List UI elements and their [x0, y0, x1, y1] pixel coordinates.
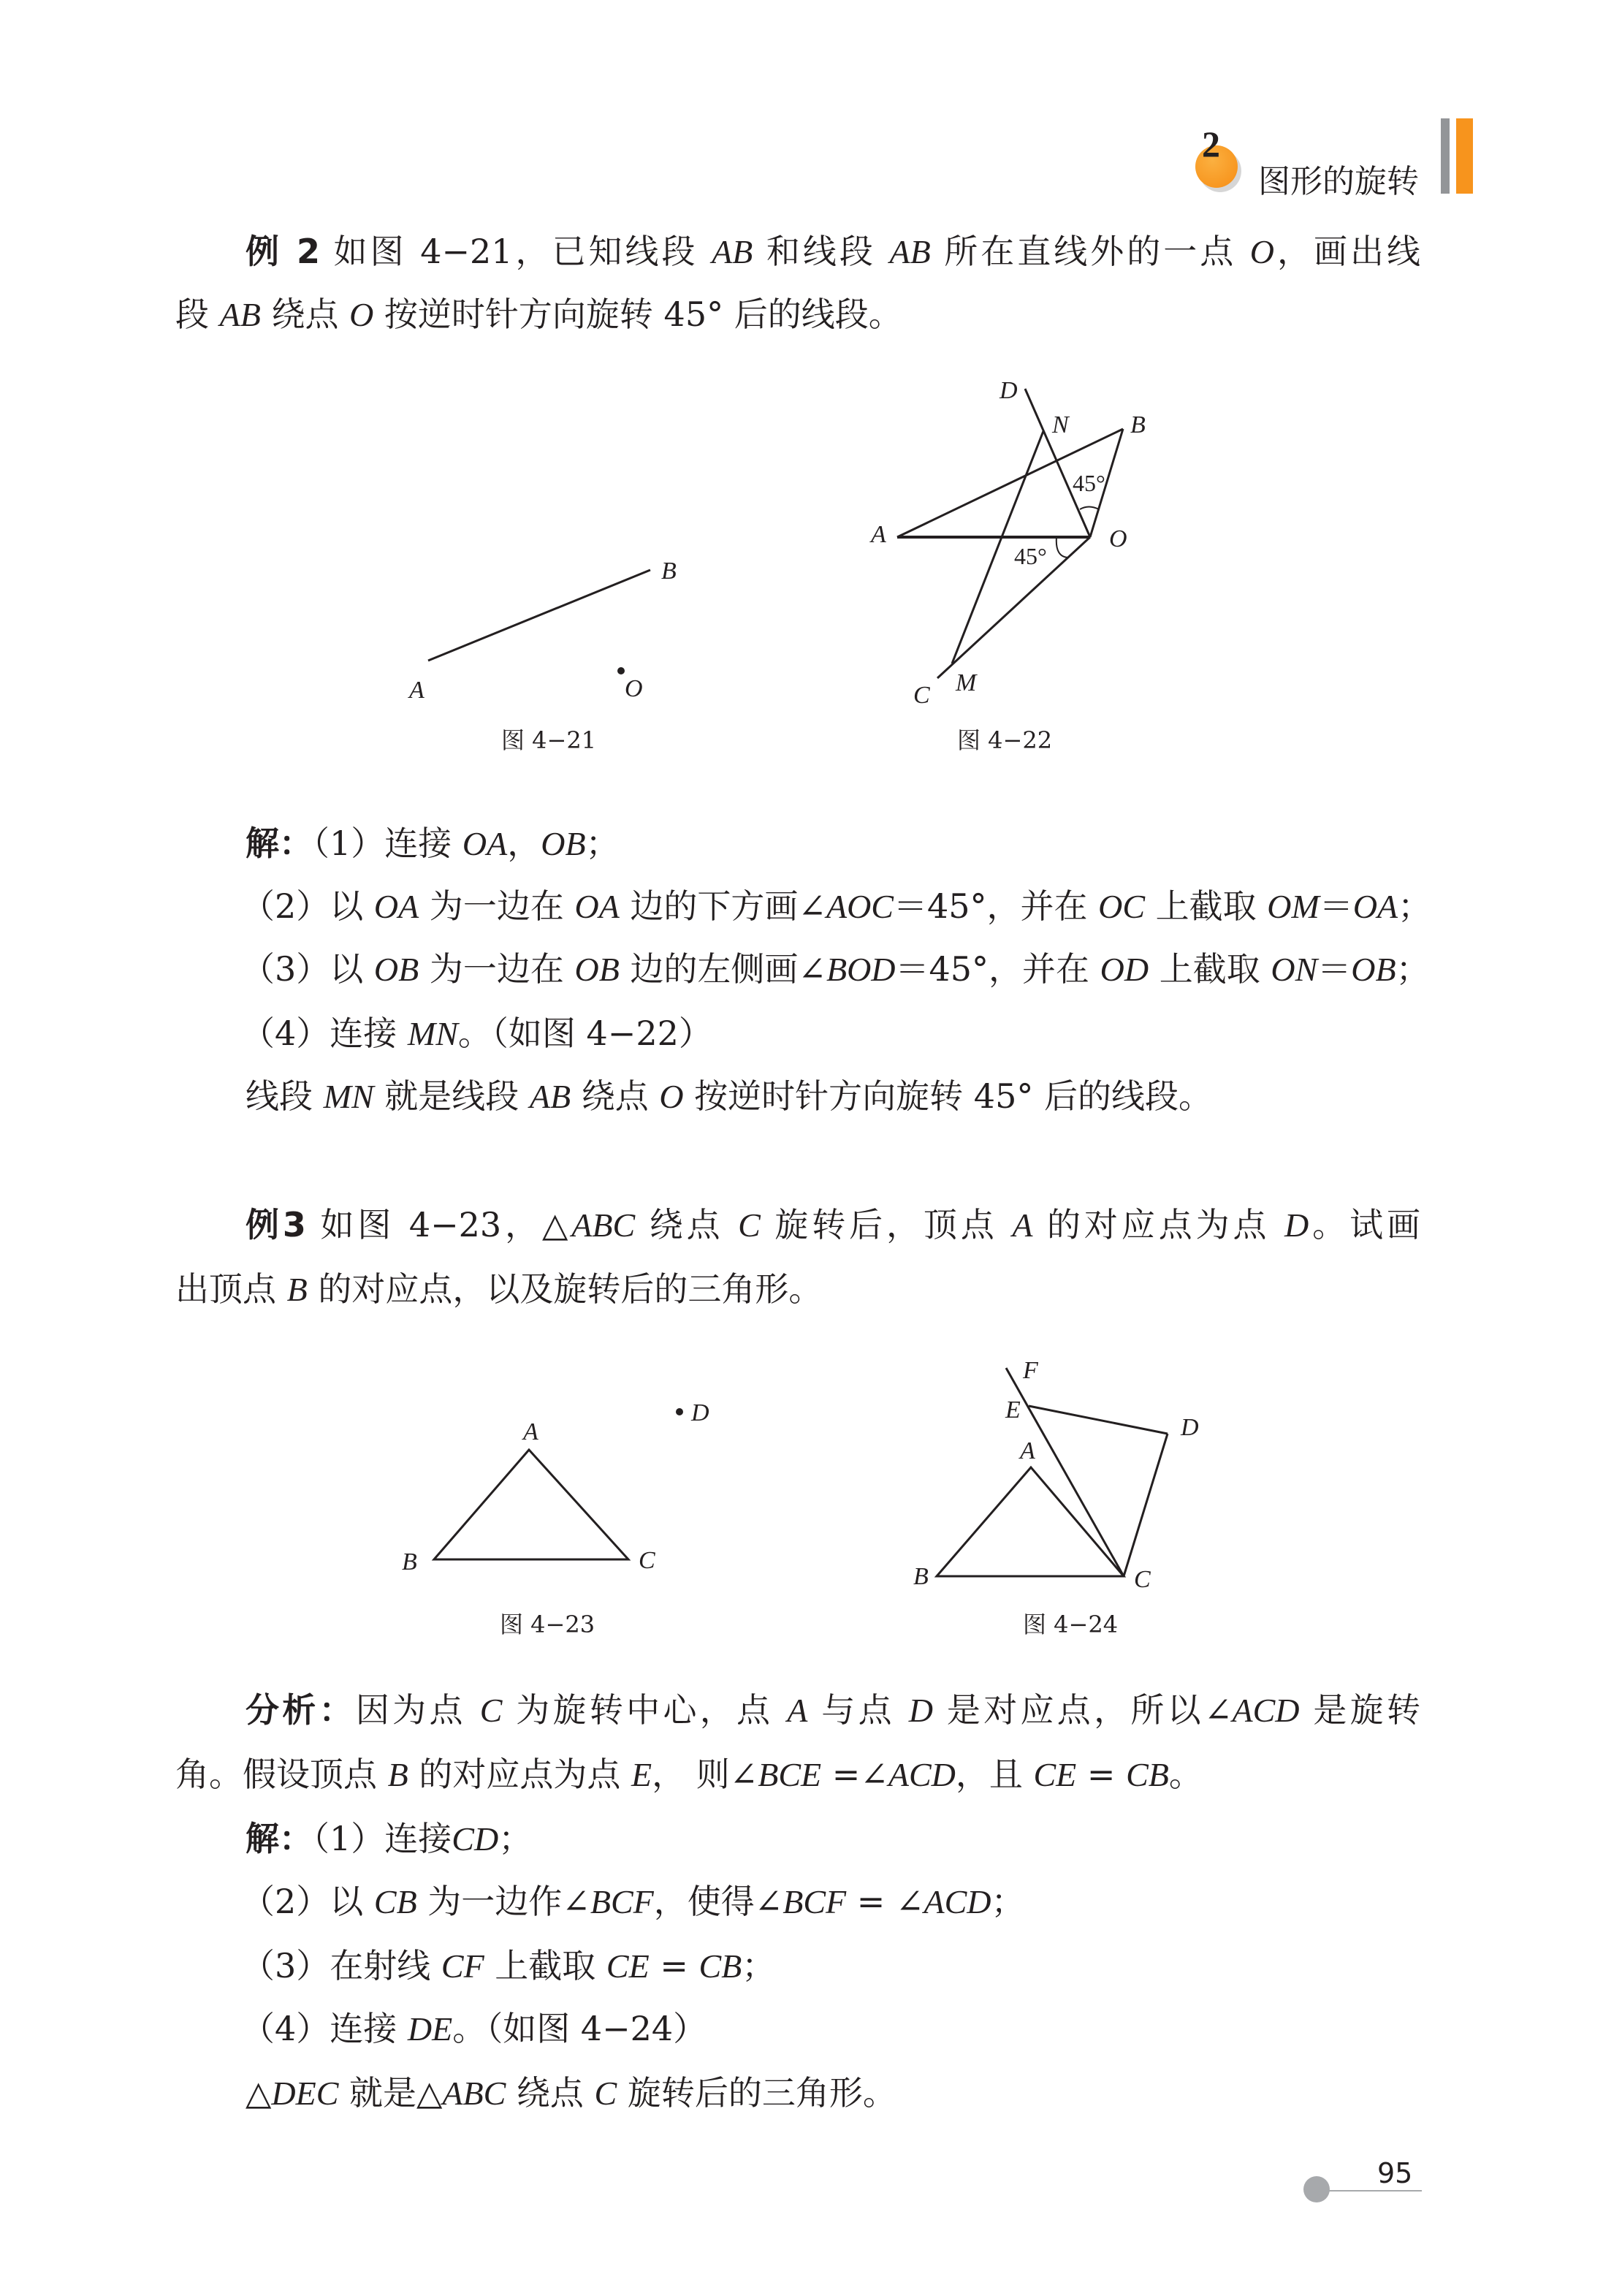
fig424-segment-dc	[1124, 1434, 1168, 1576]
fig423-caption: 图 4−23	[500, 1611, 595, 1638]
fig422-ray-od	[1025, 389, 1090, 537]
fig422-label-b: B	[1130, 411, 1146, 438]
math-symbol: ABC	[571, 1206, 636, 1244]
text-run: 绕点	[635, 1205, 739, 1244]
math-symbol: AB	[529, 1078, 571, 1115]
text-run: ＝45°，并在	[895, 949, 1100, 989]
text-run: ， 则∠	[652, 1755, 758, 1794]
fig424-label-b: B	[913, 1563, 929, 1590]
text-run: 的对应点为点	[1032, 1205, 1285, 1244]
orange-bar	[1456, 118, 1473, 194]
text-run: 旋转后，顶点	[760, 1205, 1013, 1244]
math-symbol: D	[908, 1692, 934, 1729]
example3-line2	[175, 1267, 822, 1312]
math-symbol: DE	[407, 2010, 453, 2048]
math-symbol: BCF	[783, 1883, 847, 1920]
fig424-label-d: D	[1181, 1414, 1199, 1441]
text-run: 为一边在	[419, 886, 575, 926]
text-run: （3）以	[241, 949, 374, 989]
fig423-label-b: B	[402, 1548, 417, 1575]
section-label: 例 2	[245, 232, 320, 271]
text-run: （4）连接	[241, 2009, 408, 2048]
fig424-caption: 图 4−24	[1023, 1611, 1119, 1638]
fig422-angle-arc-aoc	[1056, 537, 1068, 558]
text-run: 的对应点为点	[408, 1755, 631, 1794]
text-run: ，使得∠	[653, 1882, 783, 1921]
math-symbol: ACD	[888, 1756, 956, 1793]
example3-line1	[245, 1203, 1420, 1247]
fig422-segment-mn	[952, 431, 1043, 664]
fig424-triangle-abc	[937, 1467, 1124, 1576]
text-run: ；	[585, 824, 620, 863]
fig422-segment-ab	[897, 429, 1123, 537]
section-label: 分析：	[245, 1690, 356, 1730]
chapter-title: 图形的旋转	[1258, 163, 1419, 200]
example2-solution-step4	[241, 1011, 712, 1056]
example3-solution-step3	[241, 1944, 775, 1988]
text-run: ＝	[1317, 949, 1352, 989]
math-symbol: MN	[323, 1078, 374, 1115]
fig424-label-c: C	[1134, 1566, 1151, 1593]
example2-conclusion	[245, 1074, 1212, 1119]
example2-line2	[175, 292, 902, 337]
math-symbol: O	[1249, 233, 1275, 270]
math-symbol: ABC	[442, 2075, 506, 2112]
text-run: = ∠	[846, 1882, 924, 1921]
math-symbol: OA	[1352, 888, 1398, 925]
chapter-number: 2	[1202, 123, 1220, 164]
math-symbol: OA	[373, 888, 419, 925]
math-symbol: OB	[574, 951, 620, 988]
gray-bar	[1441, 118, 1450, 194]
math-symbol: AB	[219, 296, 261, 333]
text-run: 是对应点，所以∠	[933, 1690, 1233, 1730]
fig422-segment-ob	[1090, 429, 1123, 537]
text-run: 边的下方画∠	[619, 886, 826, 926]
text-run: （4）连接	[241, 1014, 408, 1053]
fig421-point-o	[617, 667, 625, 674]
section-label: 例3	[245, 1205, 306, 1244]
text-run: ＝	[1319, 886, 1353, 926]
math-symbol: OD	[1100, 951, 1149, 988]
math-symbol: O	[659, 1078, 684, 1115]
math-symbol: CE	[1033, 1756, 1077, 1793]
text-run: ＝45°，并在	[893, 886, 1099, 926]
text-run: ；	[742, 1946, 776, 1985]
text-run: 如图 4−21，已知线段	[320, 232, 712, 271]
text-run: 按逆时针方向旋转 45° 后的线段。	[373, 294, 902, 334]
text-run: ；	[498, 1819, 533, 1858]
text-run: （1）连接	[313, 1819, 452, 1858]
math-symbol: DEC	[271, 2075, 339, 2112]
math-symbol: C	[479, 1692, 503, 1729]
text-run: 。试画	[1309, 1205, 1420, 1244]
fig421-label-b: B	[661, 558, 677, 585]
math-symbol: ACD	[924, 1883, 991, 1920]
math-symbol: C	[594, 2075, 617, 2112]
text-run: 按逆时针方向旋转 45° 后的线段。	[683, 1076, 1212, 1116]
math-symbol: OA	[574, 888, 620, 925]
text-run: ；	[991, 1882, 1025, 1921]
text-run: 旋转后的三角形。	[617, 2073, 896, 2113]
page-number-dot	[1303, 2176, 1330, 2202]
text-run: 边的左侧画∠	[619, 949, 826, 989]
text-run: 上截取	[484, 1946, 606, 1985]
section-label: 解：	[245, 1819, 313, 1858]
math-symbol: B	[286, 1271, 308, 1308]
math-symbol: E	[631, 1756, 652, 1793]
math-symbol: CB	[373, 1883, 417, 1920]
math-symbol: ON	[1271, 951, 1318, 988]
math-symbol: OC	[1098, 888, 1146, 925]
text-run: 就是线段	[373, 1076, 530, 1116]
text-run: 为旋转中心，点	[502, 1690, 788, 1730]
example3-solution-step4	[241, 2007, 707, 2051]
math-symbol: AB	[889, 233, 931, 270]
text-run: =	[649, 1946, 699, 1985]
section-label: 解：	[245, 824, 313, 863]
math-symbol: OB	[1351, 951, 1396, 988]
fig422-angle-label-bod: 45°	[1073, 470, 1105, 496]
fig423-label-d: D	[691, 1399, 709, 1426]
text-run: 角。假设顶点	[175, 1755, 388, 1794]
text-run: 与点	[807, 1690, 909, 1730]
text-run: 。	[1168, 1755, 1203, 1794]
text-run: 所在直线外的一点	[930, 232, 1250, 271]
math-symbol: CE	[606, 1947, 650, 1985]
text-run: 出顶点	[175, 1269, 287, 1309]
example3-solution-step1	[245, 1817, 532, 1861]
math-symbol: ACD	[1232, 1692, 1300, 1729]
text-run: （2）以	[241, 1882, 374, 1921]
text-run: =	[1076, 1755, 1127, 1794]
math-symbol: OA	[462, 825, 508, 862]
text-run: 。（如图 4−22）	[457, 1014, 712, 1053]
fig422-label-n: N	[1052, 411, 1069, 438]
example2-solution-step3	[241, 947, 1430, 992]
text-run: =∠	[821, 1755, 888, 1794]
text-run: 绕点	[260, 294, 350, 334]
math-symbol: CD	[452, 1820, 499, 1858]
fig423-label-c: C	[639, 1547, 655, 1574]
text-run: 如图 4−23，△	[305, 1205, 572, 1244]
fig422-label-m: M	[956, 669, 977, 696]
text-run: 就是△	[338, 2073, 443, 2113]
text-run: 和线段	[753, 232, 890, 271]
math-symbol: C	[738, 1206, 761, 1244]
text-run: ，	[507, 824, 541, 863]
math-symbol: BCF	[590, 1883, 654, 1920]
example2-solution-step1	[245, 821, 620, 866]
fig424-ray-cf	[1006, 1368, 1124, 1576]
fig422-angle-label-aoc: 45°	[1014, 543, 1047, 569]
math-symbol: OB	[541, 825, 586, 862]
fig421-caption: 图 4−21	[501, 726, 597, 754]
math-symbol: B	[387, 1756, 408, 1793]
math-symbol: D	[1284, 1206, 1309, 1244]
text-run: 为一边在	[419, 949, 575, 989]
math-symbol: BOD	[826, 951, 896, 988]
math-symbol: OB	[373, 951, 419, 988]
text-run: 绕点	[506, 2073, 595, 2113]
text-run: 为一边作∠	[416, 1882, 590, 1921]
text-run: 上截取	[1145, 886, 1268, 926]
text-run: 因为点	[355, 1690, 480, 1730]
example2-solution-step2	[241, 884, 1431, 929]
text-run: 的对应点，以及旋转后的三角形。	[307, 1269, 823, 1309]
math-symbol: MN	[407, 1015, 458, 1052]
example2-line1	[245, 229, 1420, 274]
math-symbol: AOC	[826, 888, 894, 925]
fig424-label-f: F	[1023, 1357, 1038, 1384]
math-symbol: A	[787, 1692, 808, 1729]
fig422-label-a: A	[871, 521, 886, 548]
math-symbol: O	[349, 296, 374, 333]
math-symbol: BCE	[758, 1756, 822, 1793]
fig423-triangle-abc	[434, 1450, 628, 1559]
text-run: ；	[1398, 886, 1432, 926]
text-run: ，且	[955, 1755, 1034, 1794]
analysis-line1	[245, 1688, 1420, 1733]
example3-conclusion	[245, 2071, 896, 2116]
fig422-angle-arc-bod	[1080, 507, 1099, 510]
fig421-label-o: O	[625, 675, 643, 702]
math-symbol: CB	[698, 1947, 742, 1985]
math-symbol: CF	[441, 1947, 484, 1985]
fig421-label-a: A	[409, 677, 424, 704]
text-run: 段	[175, 294, 220, 334]
fig422-label-c: C	[913, 682, 930, 709]
fig422-ray-oc	[937, 537, 1090, 678]
fig421-segment-ab	[428, 570, 650, 661]
text-run: （3）在射线	[241, 1946, 441, 1985]
text-run: △	[245, 2073, 272, 2113]
example3-solution-step2	[241, 1879, 1025, 1924]
text-run: 是旋转	[1299, 1690, 1421, 1730]
text-run: 上截取	[1149, 949, 1271, 989]
text-run: 。（如图 4−24）	[452, 2009, 707, 2048]
text-run: ，画出线	[1274, 232, 1420, 271]
page-number: 95	[1377, 2157, 1413, 2189]
math-symbol: AB	[712, 233, 753, 270]
fig423-label-a: A	[523, 1418, 538, 1445]
math-symbol: OM	[1267, 888, 1320, 925]
fig424-segment-ed	[1029, 1406, 1168, 1434]
fig422-label-d: D	[1000, 377, 1018, 404]
fig424-label-e: E	[1005, 1396, 1021, 1423]
analysis-line2	[175, 1752, 1203, 1797]
text-run: （1）连接	[313, 824, 462, 863]
fig424-label-a: A	[1020, 1437, 1035, 1464]
text-run: 绕点	[571, 1076, 660, 1116]
fig422-label-o: O	[1109, 525, 1127, 552]
math-symbol: CB	[1126, 1756, 1169, 1793]
math-symbol: A	[1012, 1206, 1033, 1244]
fig422-caption: 图 4−22	[957, 726, 1053, 754]
text-run: 线段	[245, 1076, 324, 1116]
text-run: ；	[1396, 949, 1430, 989]
fig423-point-d	[676, 1408, 683, 1415]
text-run: （2）以	[241, 886, 374, 926]
